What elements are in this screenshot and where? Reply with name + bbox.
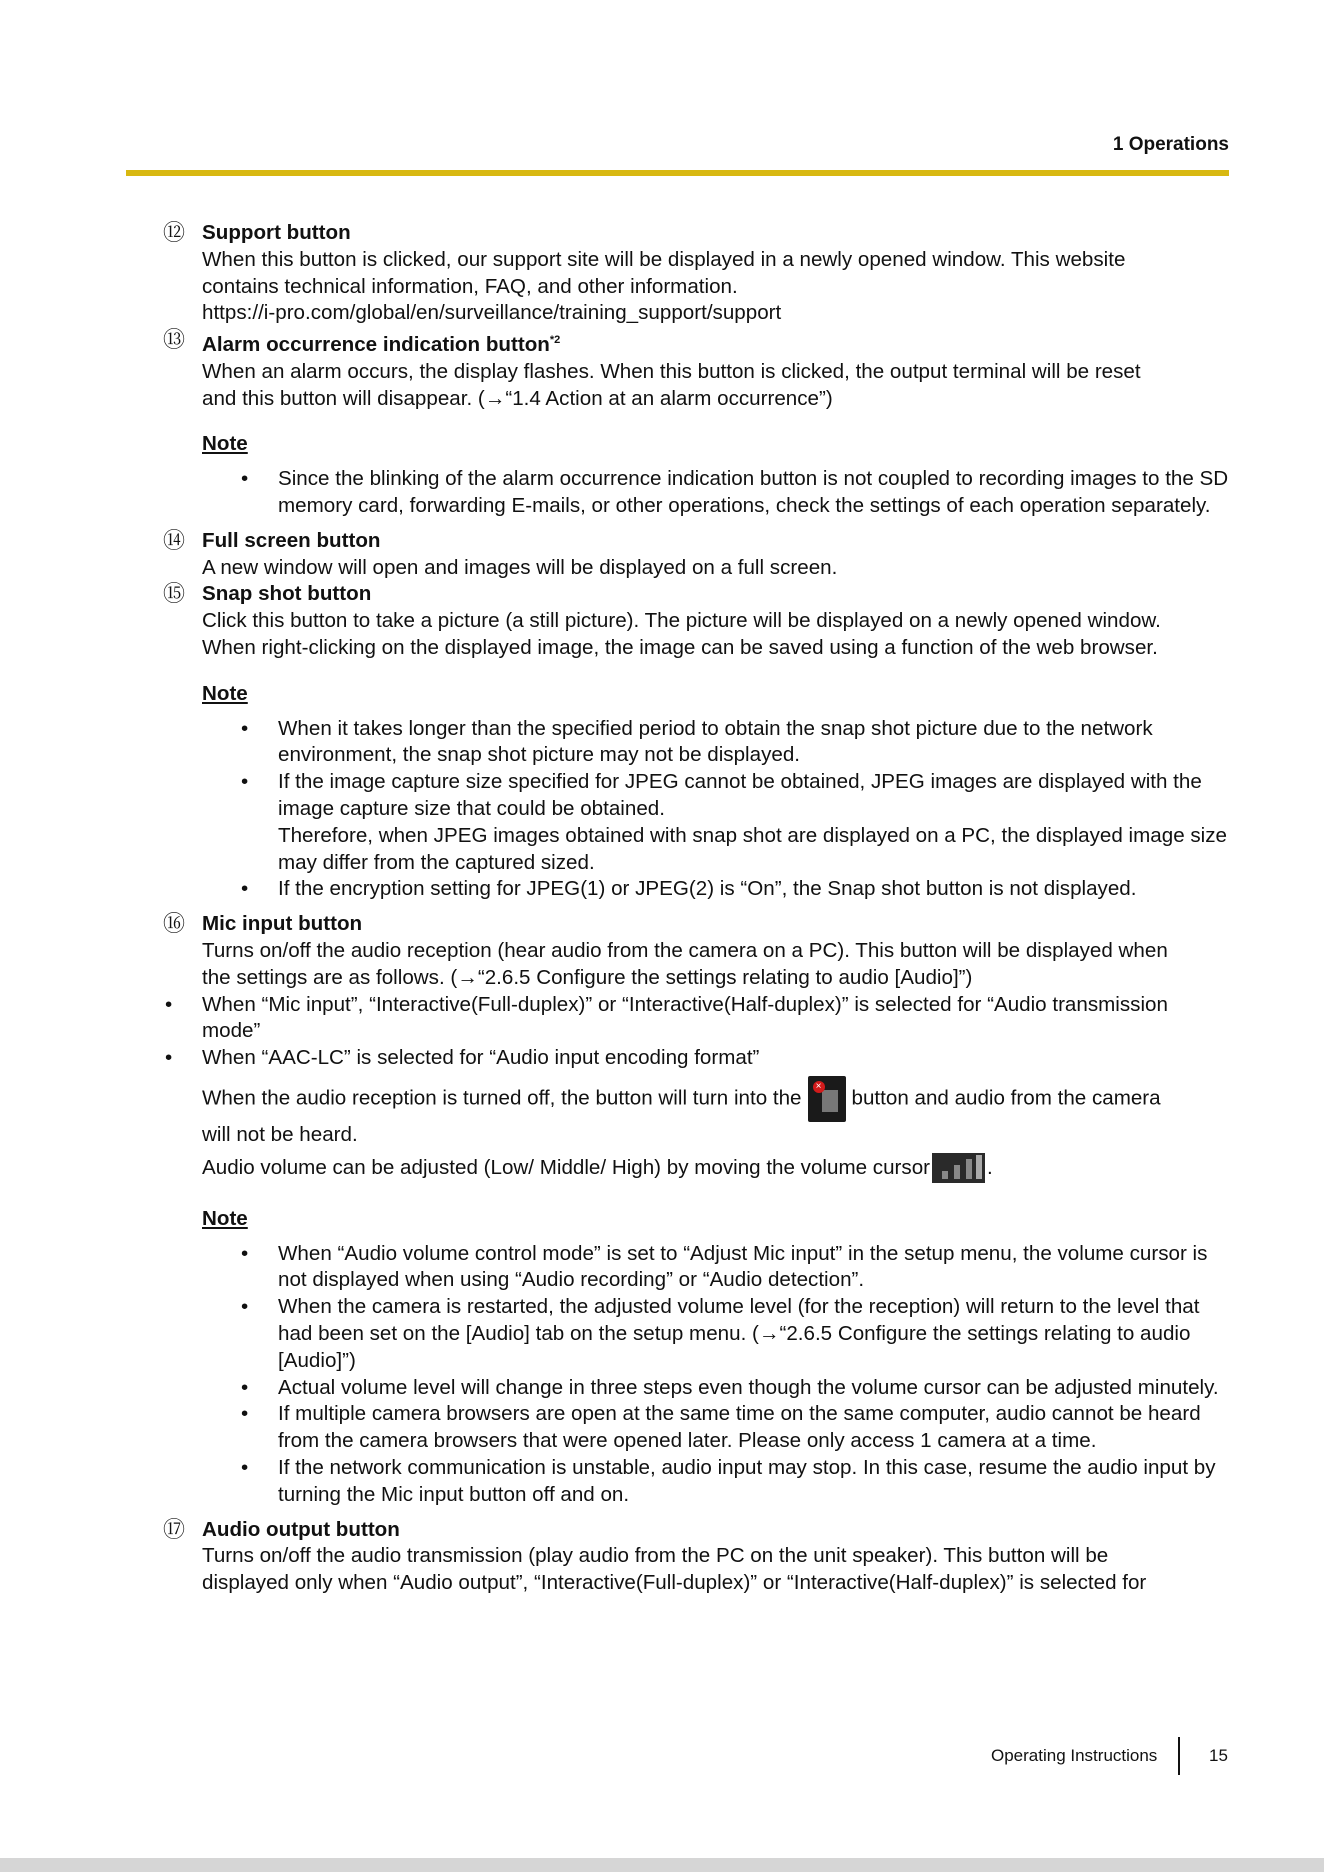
note-bullet: • If the image capture size specified for JPEG cannot be obtained, JPEG images are displayed with the image capture size that could be obtained.: [278, 769, 1229, 823]
item-line: A new window will open and images will be displayed on a full screen.: [202, 555, 838, 579]
note-list: [202, 1241, 1229, 1509]
mic-off-paragraph: [163, 1076, 1229, 1187]
note-bullet: • When the camera is restarted, the adjusted volume level (for the reception) will return to the level that had been set on the [Audio] tab on the setup menu. (→“2.6.5 Configure the settings relating to audio [Audio]”): [278, 1294, 1229, 1374]
note-bullet: • If multiple camera browsers are open at the same time on the same computer, audio cannot be heard from the camera browsers that were opened later. Please only access 1 camera at a time.: [278, 1401, 1229, 1455]
item-line: and this button will disappear. (→“1.4 Action at an alarm occurrence”): [202, 386, 833, 410]
item-line: contains technical information, FAQ, and other information.: [202, 274, 738, 298]
footnote-marker: *2: [549, 334, 561, 347]
footer-doc-name: Operating Instructions: [991, 1746, 1158, 1765]
item-line: Turns on/off the audio reception (hear audio from the camera on a PC). This button will be displayed when: [202, 938, 1168, 962]
item-alarm-button: [163, 327, 1229, 412]
note-label: Note: [202, 1206, 248, 1230]
item-line: Click this button to take a picture (a still picture). The picture will be displayed on a newly opened window.: [202, 609, 1161, 633]
item-line: When an alarm occurs, the display flashes. When this button is clicked, the output terminal will be reset: [202, 359, 1141, 383]
item-line: When right-clicking on the displayed image, the image can be saved using a function of the web browser.: [202, 636, 1158, 660]
item-number: ⑯: [163, 911, 186, 937]
note-bullet: • When it takes longer than the specified period to obtain the snap shot picture due to the network environment, the snap shot picture may not be displayed.: [278, 716, 1229, 770]
page-bottom-band: [0, 1858, 1324, 1872]
note-bullet: • When “Audio volume control mode” is set to “Adjust Mic input” in the setup menu, the volume cursor is not displayed when using “Audio recording” or “Audio detection”.: [278, 1241, 1229, 1295]
item-line: the settings are as follows. (→“2.6.5 Configure the settings relating to audio [Audio]”): [202, 965, 973, 989]
condition-list: [125, 992, 1229, 1072]
item-title: Support button: [202, 221, 351, 244]
item-line: When this button is clicked, our support site will be displayed in a newly opened window. This website: [202, 247, 1126, 271]
note-list: [202, 466, 1229, 520]
note-block: [163, 431, 1229, 519]
item-full-screen-button: [163, 528, 1229, 582]
support-url: https://i-pro.com/global/en/surveillance/training_support/support: [202, 301, 782, 325]
page-content: [163, 220, 1229, 1597]
item-snap-shot-button: [163, 581, 1229, 661]
note-label: Note: [202, 432, 248, 456]
volume-text-end: .: [987, 1155, 993, 1179]
item-number: ⑫: [163, 220, 186, 245]
item-title: Alarm occurrence indication button: [202, 333, 550, 357]
note-block: [163, 681, 1229, 903]
volume-text: Audio volume can be adjusted (Low/ Middle/ High) by moving the volume cursor: [202, 1155, 931, 1179]
note-continuation: Therefore, when JPEG images obtained with snap shot are displayed on a PC, the displayed image size may differ from the captured sized.: [278, 823, 1227, 874]
mic-off-text: When the audio reception is turned off, the button will turn into the: [202, 1086, 802, 1110]
volume-cursor-icon: [932, 1153, 985, 1183]
mic-off-text-after: button and audio from the camera: [851, 1086, 1161, 1110]
item-audio-output-button: [163, 1517, 1229, 1597]
note-bullet: • Actual volume level will change in three steps even though the volume cursor can be adjusted minutely.: [278, 1375, 1229, 1402]
condition-bullet: • When “AAC-LC” is selected for “Audio input encoding format”: [202, 1045, 1229, 1072]
item-title: Full screen button: [202, 528, 381, 552]
item-title: Mic input button: [202, 912, 363, 936]
item-title: Snap shot button: [202, 582, 372, 606]
condition-bullet: • When “Mic input”, “Interactive(Full-duplex)” or “Interactive(Half-duplex)” is selected for “Audio transmission mode”: [202, 992, 1229, 1046]
note-block: [163, 1206, 1229, 1509]
mic-off-button-icon: ×: [808, 1076, 846, 1122]
item-number: ⑮: [163, 581, 186, 607]
item-line: displayed only when “Audio output”, “Interactive(Full-duplex)” or “Interactive(Half-duplex)” is selected for: [202, 1571, 1147, 1595]
item-line: Turns on/off the audio transmission (play audio from the PC on the unit speaker). This button will be: [202, 1544, 1109, 1568]
chapter-title: 1 Operations: [1112, 134, 1229, 155]
note-label: Note: [202, 681, 248, 705]
note-bullet: • If the network communication is unstable, audio input may stop. In this case, resume the audio input by turning the Mic input button off and on.: [278, 1455, 1229, 1509]
header-rule: [126, 170, 1229, 176]
note-list: [202, 716, 1229, 904]
footer-divider: [1178, 1737, 1180, 1775]
mic-off-text-end: will not be heard.: [202, 1122, 358, 1146]
item-mic-input-button: [163, 911, 1229, 991]
item-support-button: [163, 220, 1229, 327]
item-number: ⑬: [163, 327, 186, 353]
page-number: 15: [1209, 1746, 1228, 1765]
note-bullet: • Since the blinking of the alarm occurrence indication button is not coupled to recording images to the SD memory card, forwarding E-mails, or other operations, check the settings of each operation separately.: [278, 466, 1229, 520]
item-number: ⑭: [163, 527, 186, 553]
note-bullet: • If the encryption setting for JPEG(1) or JPEG(2) is “On”, the Snap shot button is not displayed.: [278, 876, 1229, 903]
item-number: ⑰: [163, 1516, 186, 1542]
item-title: Audio output button: [202, 1517, 400, 1541]
